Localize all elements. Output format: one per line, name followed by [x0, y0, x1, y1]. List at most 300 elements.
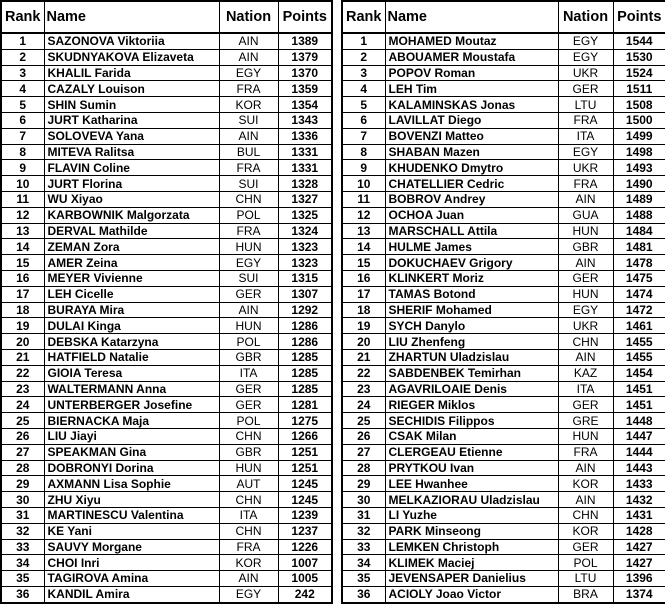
table-row	[342, 381, 665, 397]
rank-cell: 26	[1, 428, 44, 444]
table-row	[342, 476, 665, 492]
table-row	[1, 255, 332, 271]
rank-cell: 8	[342, 144, 385, 160]
points-cell: 1226	[278, 539, 332, 555]
points-cell: 1239	[278, 507, 332, 523]
rank-cell: 9	[342, 160, 385, 176]
nation-cell: AIN	[558, 349, 613, 365]
table-row	[1, 176, 332, 192]
name-cell: MEYER Vivienne	[44, 270, 219, 286]
nation-cell: AIN	[219, 571, 278, 587]
points-cell: 1237	[278, 523, 332, 539]
name-cell: DULAI Kinga	[44, 318, 219, 334]
table-row	[1, 539, 332, 555]
name-cell: RIEGER Miklos	[385, 397, 558, 413]
name-cell: LEMKEN Christoph	[385, 539, 558, 555]
nation-cell: KAZ	[558, 365, 613, 381]
name-cell: SAZONOVA Viktoriia	[44, 33, 219, 49]
nation-cell: AIN	[219, 49, 278, 65]
header-nation: Nation	[219, 1, 278, 33]
points-cell: 1451	[613, 397, 665, 413]
name-cell: SAUVY Morgane	[44, 539, 219, 555]
table-row	[342, 191, 665, 207]
table-row	[342, 571, 665, 587]
points-cell: 1454	[613, 365, 665, 381]
nation-cell: SUI	[219, 176, 278, 192]
nation-cell: GRE	[558, 413, 613, 429]
table-row	[342, 112, 665, 128]
name-cell: CAZALY Louison	[44, 81, 219, 97]
points-cell: 242	[278, 586, 332, 602]
nation-cell: ITA	[219, 507, 278, 523]
header-name: Name	[385, 1, 558, 33]
rank-cell: 36	[342, 586, 385, 602]
nation-cell: GER	[219, 397, 278, 413]
table-row	[1, 239, 332, 255]
table-row	[342, 492, 665, 508]
table-row	[342, 270, 665, 286]
points-cell: 1455	[613, 334, 665, 350]
nation-cell: POL	[558, 555, 613, 571]
points-cell: 1324	[278, 223, 332, 239]
nation-cell: POL	[219, 413, 278, 429]
rank-cell: 35	[342, 571, 385, 587]
table-row	[342, 33, 665, 49]
rank-cell: 34	[1, 555, 44, 571]
nation-cell: ITA	[558, 128, 613, 144]
table-row	[342, 413, 665, 429]
name-cell: CHATELLIER Cedric	[385, 176, 558, 192]
nation-cell: SUI	[219, 112, 278, 128]
rank-cell: 27	[342, 444, 385, 460]
name-cell: ZHU Xiyu	[44, 492, 219, 508]
points-cell: 1331	[278, 144, 332, 160]
points-cell: 1323	[278, 239, 332, 255]
table-row	[342, 176, 665, 192]
rank-cell: 30	[342, 492, 385, 508]
table-row	[342, 239, 665, 255]
table-row	[1, 65, 332, 81]
rank-cell: 5	[342, 97, 385, 113]
points-cell: 1286	[278, 318, 332, 334]
name-cell: CLERGEAU Etienne	[385, 444, 558, 460]
nation-cell: GER	[558, 539, 613, 555]
table-row	[1, 81, 332, 97]
name-cell: SYCH Danylo	[385, 318, 558, 334]
rank-cell: 11	[342, 191, 385, 207]
nation-cell: AIN	[558, 492, 613, 508]
rank-cell: 1	[342, 33, 385, 49]
nation-cell: GBR	[558, 239, 613, 255]
name-cell: LEH Cicelle	[44, 286, 219, 302]
nation-cell: FRA	[558, 444, 613, 460]
name-cell: GIOIA Teresa	[44, 365, 219, 381]
points-cell: 1251	[278, 460, 332, 476]
nation-cell: GBR	[219, 444, 278, 460]
points-cell: 1328	[278, 176, 332, 192]
table-row	[342, 286, 665, 302]
rank-cell: 28	[342, 460, 385, 476]
header-row	[342, 1, 665, 33]
rank-cell: 4	[342, 81, 385, 97]
points-cell: 1481	[613, 239, 665, 255]
rank-cell: 23	[1, 381, 44, 397]
points-cell: 1461	[613, 318, 665, 334]
table-row	[1, 97, 332, 113]
rank-cell: 14	[1, 239, 44, 255]
name-cell: BOBROV Andrey	[385, 191, 558, 207]
points-cell: 1370	[278, 65, 332, 81]
table-row	[342, 460, 665, 476]
table-row	[1, 49, 332, 65]
rank-cell: 30	[1, 492, 44, 508]
table-row	[1, 128, 332, 144]
name-cell: SOLOVEVA Yana	[44, 128, 219, 144]
points-cell: 1245	[278, 492, 332, 508]
rank-cell: 36	[1, 586, 44, 602]
points-cell: 1245	[278, 476, 332, 492]
name-cell: HULME James	[385, 239, 558, 255]
rank-cell: 27	[1, 444, 44, 460]
nation-cell: UKR	[558, 318, 613, 334]
points-cell: 1307	[278, 286, 332, 302]
rank-cell: 19	[342, 318, 385, 334]
nation-cell: CHN	[558, 507, 613, 523]
rank-cell: 12	[342, 207, 385, 223]
rank-cell: 3	[1, 65, 44, 81]
nation-cell: AIN	[558, 255, 613, 271]
table-row	[342, 81, 665, 97]
rank-cell: 13	[1, 223, 44, 239]
points-cell: 1478	[613, 255, 665, 271]
nation-cell: BRA	[558, 586, 613, 602]
nation-cell: AIN	[219, 128, 278, 144]
nation-cell: EGY	[219, 586, 278, 602]
nation-cell: GBR	[219, 349, 278, 365]
table-row	[342, 255, 665, 271]
rank-cell: 16	[1, 270, 44, 286]
points-cell: 1493	[613, 160, 665, 176]
name-cell: KLINKERT Moriz	[385, 270, 558, 286]
points-cell: 1499	[613, 128, 665, 144]
name-cell: SKUDNYAKOVA Elizaveta	[44, 49, 219, 65]
header-rank: Rank	[342, 1, 385, 33]
nation-cell: AUT	[219, 476, 278, 492]
points-cell: 1427	[613, 539, 665, 555]
name-cell: KANDIL Amira	[44, 586, 219, 602]
rank-cell: 34	[342, 555, 385, 571]
name-cell: ABOUAMER Moustafa	[385, 49, 558, 65]
nation-cell: GER	[219, 286, 278, 302]
table-row	[342, 49, 665, 65]
table-row	[1, 476, 332, 492]
points-cell: 1508	[613, 97, 665, 113]
points-cell: 1455	[613, 349, 665, 365]
name-cell: BIERNACKA Maja	[44, 413, 219, 429]
name-cell: KHALIL Farida	[44, 65, 219, 81]
table-row	[1, 270, 332, 286]
points-cell: 1490	[613, 176, 665, 192]
nation-cell: POL	[219, 207, 278, 223]
nation-cell: FRA	[219, 223, 278, 239]
rank-cell: 7	[342, 128, 385, 144]
table-row	[1, 571, 332, 587]
rank-cell: 8	[1, 144, 44, 160]
nation-cell: GER	[558, 397, 613, 413]
name-cell: MARSCHALL Attila	[385, 223, 558, 239]
name-cell: FLAVIN Coline	[44, 160, 219, 176]
header-row	[1, 1, 332, 33]
points-cell: 1484	[613, 223, 665, 239]
rank-cell: 32	[342, 523, 385, 539]
points-cell: 1428	[613, 523, 665, 539]
points-cell: 1511	[613, 81, 665, 97]
rank-cell: 2	[1, 49, 44, 65]
table-row	[1, 381, 332, 397]
points-cell: 1530	[613, 49, 665, 65]
points-cell: 1544	[613, 33, 665, 49]
rank-cell: 25	[342, 413, 385, 429]
points-cell: 1374	[613, 586, 665, 602]
rank-cell: 1	[1, 33, 44, 49]
name-cell: JURT Florina	[44, 176, 219, 192]
rank-cell: 2	[342, 49, 385, 65]
name-cell: KHUDENKO Dmytro	[385, 160, 558, 176]
nation-cell: KOR	[558, 523, 613, 539]
nation-cell: FRA	[219, 539, 278, 555]
rank-cell: 16	[342, 270, 385, 286]
name-cell: TAGIROVA Amina	[44, 571, 219, 587]
table-row	[342, 523, 665, 539]
points-cell: 1266	[278, 428, 332, 444]
name-cell: HATFIELD Natalie	[44, 349, 219, 365]
table-row	[342, 365, 665, 381]
rank-cell: 33	[342, 539, 385, 555]
table-row	[1, 444, 332, 460]
nation-cell: EGY	[558, 144, 613, 160]
points-cell: 1327	[278, 191, 332, 207]
table-row	[342, 302, 665, 318]
rank-cell: 14	[342, 239, 385, 255]
name-cell: KE Yani	[44, 523, 219, 539]
name-cell: PARK Minseong	[385, 523, 558, 539]
points-cell: 1354	[278, 97, 332, 113]
table-row	[342, 555, 665, 571]
points-cell: 1275	[278, 413, 332, 429]
table-row	[342, 97, 665, 113]
rank-cell: 20	[342, 334, 385, 350]
table-row	[1, 334, 332, 350]
name-cell: AMER Zeina	[44, 255, 219, 271]
points-cell: 1500	[613, 112, 665, 128]
nation-cell: EGY	[558, 49, 613, 65]
name-cell: ZEMAN Zora	[44, 239, 219, 255]
nation-cell: ITA	[558, 381, 613, 397]
points-cell: 1475	[613, 270, 665, 286]
name-cell: DERVAL Mathilde	[44, 223, 219, 239]
nation-cell: FRA	[558, 112, 613, 128]
nation-cell: UKR	[558, 65, 613, 81]
table-row	[1, 302, 332, 318]
rank-cell: 24	[1, 397, 44, 413]
nation-cell: HUN	[558, 428, 613, 444]
points-cell: 1359	[278, 81, 332, 97]
points-cell: 1433	[613, 476, 665, 492]
points-cell: 1488	[613, 207, 665, 223]
points-cell: 1286	[278, 334, 332, 350]
name-cell: PRYTKOU Ivan	[385, 460, 558, 476]
rank-cell: 7	[1, 128, 44, 144]
points-cell: 1331	[278, 160, 332, 176]
name-cell: SHERIF Mohamed	[385, 302, 558, 318]
rank-cell: 10	[342, 176, 385, 192]
name-cell: MOHAMED Moutaz	[385, 33, 558, 49]
points-cell: 1443	[613, 460, 665, 476]
points-cell: 1451	[613, 381, 665, 397]
nation-cell: BUL	[219, 144, 278, 160]
points-cell: 1427	[613, 555, 665, 571]
table-row	[1, 160, 332, 176]
name-cell: LIU Zhenfeng	[385, 334, 558, 350]
rank-cell: 3	[342, 65, 385, 81]
points-cell: 1389	[278, 33, 332, 49]
table-row	[1, 286, 332, 302]
rank-cell: 19	[1, 318, 44, 334]
name-cell: SHIN Sumin	[44, 97, 219, 113]
points-cell: 1524	[613, 65, 665, 81]
points-cell: 1431	[613, 507, 665, 523]
rank-cell: 20	[1, 334, 44, 350]
rank-cell: 4	[1, 81, 44, 97]
rank-cell: 31	[342, 507, 385, 523]
name-cell: SHABAN Mazen	[385, 144, 558, 160]
table-row	[1, 112, 332, 128]
rank-cell: 12	[1, 207, 44, 223]
table-row	[1, 413, 332, 429]
nation-cell: FRA	[558, 176, 613, 192]
name-cell: CSAK Milan	[385, 428, 558, 444]
rank-cell: 6	[342, 112, 385, 128]
name-cell: LEE Hwanhee	[385, 476, 558, 492]
rank-cell: 32	[1, 523, 44, 539]
rank-cell: 33	[1, 539, 44, 555]
rank-cell: 15	[1, 255, 44, 271]
table-row	[342, 444, 665, 460]
rank-cell: 22	[342, 365, 385, 381]
table-row	[342, 349, 665, 365]
nation-cell: SUI	[219, 270, 278, 286]
nation-cell: CHN	[219, 191, 278, 207]
nation-cell: HUN	[558, 286, 613, 302]
nation-cell: AIN	[558, 460, 613, 476]
points-cell: 1292	[278, 302, 332, 318]
header-name: Name	[44, 1, 219, 33]
name-cell: JURT Katharina	[44, 112, 219, 128]
nation-cell: EGY	[558, 302, 613, 318]
nation-cell: KOR	[558, 476, 613, 492]
name-cell: AXMANN Lisa Sophie	[44, 476, 219, 492]
nation-cell: GER	[558, 81, 613, 97]
name-cell: TAMAS Botond	[385, 286, 558, 302]
nation-cell: FRA	[219, 81, 278, 97]
points-cell: 1315	[278, 270, 332, 286]
name-cell: JEVENSAPER Danielius	[385, 571, 558, 587]
nation-cell: HUN	[219, 460, 278, 476]
name-cell: DOBRONYI Dorina	[44, 460, 219, 476]
table-row	[342, 539, 665, 555]
rank-cell: 13	[342, 223, 385, 239]
name-cell: LI Yuzhe	[385, 507, 558, 523]
points-cell: 1474	[613, 286, 665, 302]
name-cell: KARBOWNIK Malgorzata	[44, 207, 219, 223]
table-row	[1, 191, 332, 207]
points-cell: 1285	[278, 381, 332, 397]
nation-cell: KOR	[219, 97, 278, 113]
table-row	[1, 144, 332, 160]
table-row	[342, 507, 665, 523]
points-cell: 1281	[278, 397, 332, 413]
name-cell: LAVILLAT Diego	[385, 112, 558, 128]
table-row	[342, 144, 665, 160]
points-cell: 1489	[613, 191, 665, 207]
table-row	[1, 492, 332, 508]
points-cell: 1432	[613, 492, 665, 508]
table-row	[342, 65, 665, 81]
rank-cell: 5	[1, 97, 44, 113]
name-cell: LEH Tim	[385, 81, 558, 97]
nation-cell: EGY	[558, 33, 613, 49]
table-row	[1, 349, 332, 365]
rank-cell: 29	[342, 476, 385, 492]
rank-cell: 24	[342, 397, 385, 413]
name-cell: MELKAZIORAU Uladzislau	[385, 492, 558, 508]
rank-cell: 17	[342, 286, 385, 302]
header-nation: Nation	[558, 1, 613, 33]
table-row	[342, 428, 665, 444]
name-cell: SPEAKMAN Gina	[44, 444, 219, 460]
rank-cell: 6	[1, 112, 44, 128]
rank-cell: 21	[1, 349, 44, 365]
table-row	[1, 207, 332, 223]
nation-cell: AIN	[558, 191, 613, 207]
nation-cell: CHN	[219, 492, 278, 508]
table-row	[342, 318, 665, 334]
table-row	[342, 128, 665, 144]
header-points: Points	[613, 1, 665, 33]
nation-cell: UKR	[558, 160, 613, 176]
name-cell: SABDENBEK Temirhan	[385, 365, 558, 381]
name-cell: ACIOLY Joao Victor	[385, 586, 558, 602]
nation-cell: LTU	[558, 97, 613, 113]
points-cell: 1498	[613, 144, 665, 160]
table-row	[1, 523, 332, 539]
table-row	[342, 397, 665, 413]
nation-cell: HUN	[219, 239, 278, 255]
rank-cell: 9	[1, 160, 44, 176]
points-cell: 1444	[613, 444, 665, 460]
table-row	[1, 318, 332, 334]
table-row	[1, 365, 332, 381]
name-cell: SECHIDIS Filippos	[385, 413, 558, 429]
rank-cell: 15	[342, 255, 385, 271]
nation-cell: GUA	[558, 207, 613, 223]
points-cell: 1472	[613, 302, 665, 318]
rank-cell: 18	[1, 302, 44, 318]
name-cell: KLIMEK Maciej	[385, 555, 558, 571]
points-cell: 1007	[278, 555, 332, 571]
name-cell: WU Xiyao	[44, 191, 219, 207]
rank-cell: 25	[1, 413, 44, 429]
